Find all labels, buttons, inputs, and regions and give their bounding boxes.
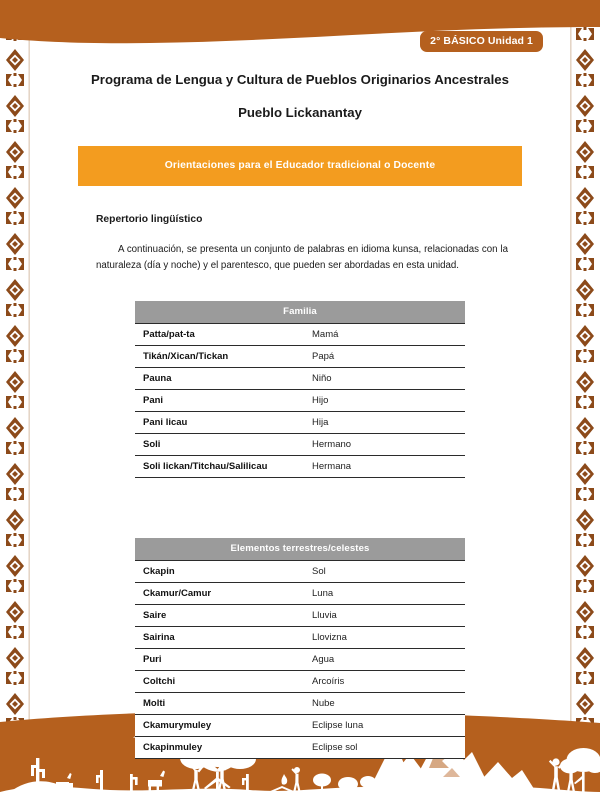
term-cell: Puri <box>135 648 300 670</box>
meaning-cell: Papá <box>300 345 465 367</box>
meaning-cell: Hermano <box>300 433 465 455</box>
meaning-cell: Eclipse luna <box>300 714 465 736</box>
table-container-familia <box>0 301 600 478</box>
table-head <box>135 301 465 324</box>
meaning-cell: Hermana <box>300 455 465 477</box>
meaning-cell: Sol <box>300 560 465 582</box>
term-cell: Coltchi <box>135 670 300 692</box>
term-cell: Pani licau <box>135 411 300 433</box>
table-row <box>135 692 465 714</box>
table-row <box>135 582 465 604</box>
meaning-cell: Arcoíris <box>300 670 465 692</box>
meaning-cell: Lluvia <box>300 604 465 626</box>
term-cell: Patta/pat-ta <box>135 323 300 345</box>
term-cell: Molti <box>135 692 300 714</box>
term-cell: Tikán/Xican/Tickan <box>135 345 300 367</box>
table-row <box>135 648 465 670</box>
table-row <box>135 604 465 626</box>
table-title-familia: Familia <box>135 301 465 324</box>
table-row <box>135 367 465 389</box>
meaning-cell: Eclipse sol <box>300 736 465 758</box>
meaning-cell: Hija <box>300 411 465 433</box>
table-head <box>135 538 465 561</box>
term-cell: Ckapin <box>135 560 300 582</box>
table-header-row <box>135 301 465 324</box>
meaning-cell: Agua <box>300 648 465 670</box>
table-row <box>135 670 465 692</box>
meaning-cell: Llovizna <box>300 626 465 648</box>
term-cell: Ckamurymuley <box>135 714 300 736</box>
term-cell: Pauna <box>135 367 300 389</box>
table-header-row <box>135 538 465 561</box>
term-cell: Soli <box>135 433 300 455</box>
term-cell: Ckapinmuley <box>135 736 300 758</box>
page-subtitle: Pueblo Lickanantay <box>60 105 540 120</box>
term-cell: Pani <box>135 389 300 411</box>
vocabulary-table-elementos <box>135 538 465 759</box>
table-row <box>135 455 465 477</box>
term-cell: Ckamur/Camur <box>135 582 300 604</box>
meaning-cell: Hijo <box>300 389 465 411</box>
table-container-elementos <box>0 538 600 759</box>
table-row <box>135 345 465 367</box>
table-row <box>135 323 465 345</box>
term-cell: Soli lickan/Titchau/Salilicau <box>135 455 300 477</box>
term-cell: Sairina <box>135 626 300 648</box>
table-body-familia <box>135 323 465 477</box>
table-row <box>135 433 465 455</box>
section-heading: Repertorio lingüístico <box>96 214 600 225</box>
meaning-cell: Niño <box>300 367 465 389</box>
table-row <box>135 736 465 758</box>
intro-paragraph: A continuación, se presenta un conjunto de palabras en idioma kunsa, relacionadas con la naturaleza (día y noche) y el parentesco, que pueden ser abordadas en esta unidad. <box>96 242 508 273</box>
table-row <box>135 626 465 648</box>
table-title-elementos: Elementos terrestres/celestes <box>135 538 465 561</box>
meaning-cell: Luna <box>300 582 465 604</box>
page-title: Programa de Lengua y Cultura de Pueblos Originarios Ancestrales <box>60 72 540 87</box>
term-cell: Saire <box>135 604 300 626</box>
orientation-banner: Orientaciones para el Educador tradicional o Docente <box>78 146 522 186</box>
table-row <box>135 411 465 433</box>
meaning-cell: Mamá <box>300 323 465 345</box>
unit-badge: 2° BÁSICO Unidad 1 <box>420 31 543 52</box>
table-body-elementos <box>135 560 465 758</box>
vocabulary-table-familia <box>135 301 465 478</box>
table-row <box>135 560 465 582</box>
table-row <box>135 389 465 411</box>
meaning-cell: Nube <box>300 692 465 714</box>
table-row <box>135 714 465 736</box>
